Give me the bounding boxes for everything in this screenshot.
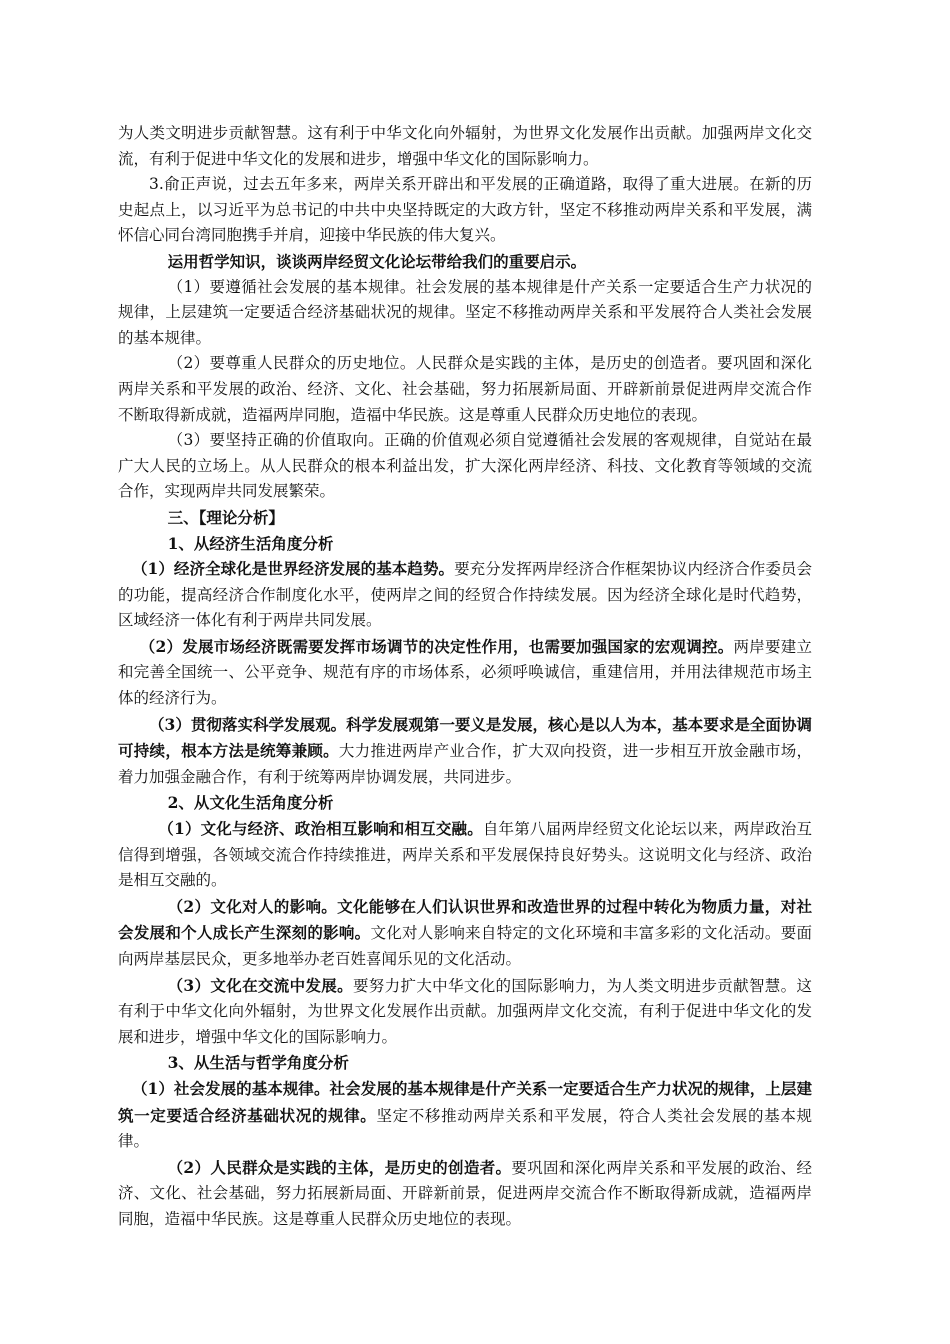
- philosophy-point-2-text: 要巩固和深化两岸关系和平发展的政治、经济、文化、社会基础，努力拓展新局面、开辟新前景，促进两岸交流合作不断取得新成就，造福两岸同胞，造福中华民族。这是尊重人民群众历史地位的表现。: [118, 1158, 812, 1228]
- economic-point-1-text: 要充分发挥两岸经济合作框架协议内经济合作委员会的功能，提高经济合作制度化水平，使两岸之间的经贸合作持续发展。因为经济全球化是时代趋势，区域经济一体化有利于两岸共同发展。: [118, 560, 812, 630]
- culture-point-2: [118, 894, 812, 973]
- culture-point-1-text: 自年第八届两岸经贸文化论坛以来，两岸政治互信得到增强，各领域交流合作持续推进，两岸关系和平发展保持良好势头。这说明文化与经济、政治是相互交融的。: [118, 820, 812, 890]
- economic-point-2: [118, 634, 812, 712]
- economic-point-1: [118, 556, 812, 634]
- philosophy-point-1-bold: （1）社会发展的基本规律。社会发展的基本规律是什产关系一定要适合生产力状况的规律，上层建筑一定要适合经济基础状况的规律。: [118, 1078, 812, 1125]
- question-title: 运用哲学知识，谈谈两岸经贸文化论坛带给我们的重要启示。: [167, 251, 587, 271]
- answer-3: （3）要坚持正确的价值取向。正确的价值观必须自觉遵循社会发展的客观规律，自觉站在最广大人民的立场上。从人民群众的根本利益出发，扩大深化两岸经济、科技、文化教育等领域的交流合作，实现两岸共同发展繁荣。: [118, 431, 812, 501]
- culture-point-2-text: 文化对人影响来自特定的文化环境和丰富多彩的文化活动。要面向两岸基层民众，更多地举办老百姓喜闻乐见的文化活动。: [118, 924, 812, 968]
- culture-point-1-bold: （1）文化与经济、政治相互影响和相互交融。: [158, 819, 483, 839]
- economic-point-3-bold: （3）贯彻落实科学发展观。科学发展观第一要义是发展，核心是以人为本，基本要求是全面协调可持续，根本方法是统筹兼顾。: [118, 714, 812, 761]
- subsection-philosophy: 3、从生活与哲学角度分析: [167, 1053, 349, 1073]
- culture-point-2-bold: （2）文化对人的影响。文化能够在人们认识世界和改造世界的过程中转化为物质力量，对社会发展和个人成长产生深刻的影响。: [118, 896, 812, 943]
- economic-point-3-text: 大力推进两岸产业合作，扩大双向投资，进一步相互开放金融市场，着力加强金融合作，有利于统筹两岸协调发展，共同进步。: [118, 742, 812, 786]
- answer-1: （1）要遵循社会发展的基本规律。社会发展的基本规律是什产关系一定要适合生产力状况的规律，上层建筑一定要适合经济基础状况的规律。坚定不移推动两岸关系和平发展符合人类社会发展的基本规律。: [118, 277, 812, 347]
- economic-point-1-bold: （1）经济全球化是世界经济发展的基本趋势。: [131, 559, 455, 579]
- economic-point-3: [118, 712, 812, 791]
- culture-point-3: [118, 973, 812, 1051]
- philosophy-point-1-text: 坚定不移推动两岸关系和平发展，符合人类社会发展的基本规律。: [118, 1106, 812, 1151]
- subsection-culture: 2、从文化生活角度分析: [167, 793, 334, 813]
- economic-point-2-bold: （2）发展市场经济既需要发挥市场调节的决定性作用，也需要加强国家的宏观调控。: [139, 636, 734, 656]
- philosophy-point-2: [118, 1155, 812, 1233]
- section-heading-theory: 三、【理论分析】: [167, 507, 284, 527]
- culture-point-3-text: 要努力扩大中华文化的国际影响力，为人类文明进步贡献智慧。这有利于中华文化向外辐射，为世界文化发展作出贡献。加强两岸文化交流，有利于促进中华文化的发展和进步，增强中华文化的国际影响力。: [118, 976, 812, 1046]
- philosophy-point-1: [118, 1076, 812, 1155]
- paragraph-point-3: 3.俞正声说，过去五年多来，两岸关系开辟出和平发展的正确道路，取得了重大进展。在新的历史起点上，以习近平为总书记的中共中央坚持既定的大政方针，坚定不移推动两岸关系和平发展，满怀信心同台湾同胞携手并肩，迎接中华民族的伟大复兴。: [118, 175, 812, 245]
- document-page: [118, 121, 812, 1233]
- economic-point-2-text: 两岸要建立和完善全国统一、公平竞争、规范有序的市场体系，必须呼唤诚信，重建信用，并用法律规范市场主体的经济行为。: [118, 637, 812, 708]
- culture-point-1: [118, 816, 812, 894]
- philosophy-point-2-bold: （2）人民群众是实践的主体，是历史的创造者。: [167, 1157, 512, 1177]
- answer-2: （2）要尊重人民群众的历史地位。人民群众是实践的主体，是历史的创造者。要巩固和深化两岸关系和平发展的政治、经济、文化、社会基础，努力拓展新局面、开辟新前景促进两岸交流合作不断取得新成就，造福两岸同胞，造福中华民族。这是尊重人民群众历史地位的表现。: [118, 354, 812, 424]
- paragraph-intro: 为人类文明进步贡献智慧。这有利于中华文化向外辐射，为世界文化发展作出贡献。加强两岸文化交流，有利于促进中华文化的发展和进步，增强中华文化的国际影响力。: [118, 124, 812, 168]
- culture-point-3-bold: （3）文化在交流中发展。: [167, 975, 353, 995]
- subsection-economic: 1、从经济生活角度分析: [167, 533, 334, 553]
